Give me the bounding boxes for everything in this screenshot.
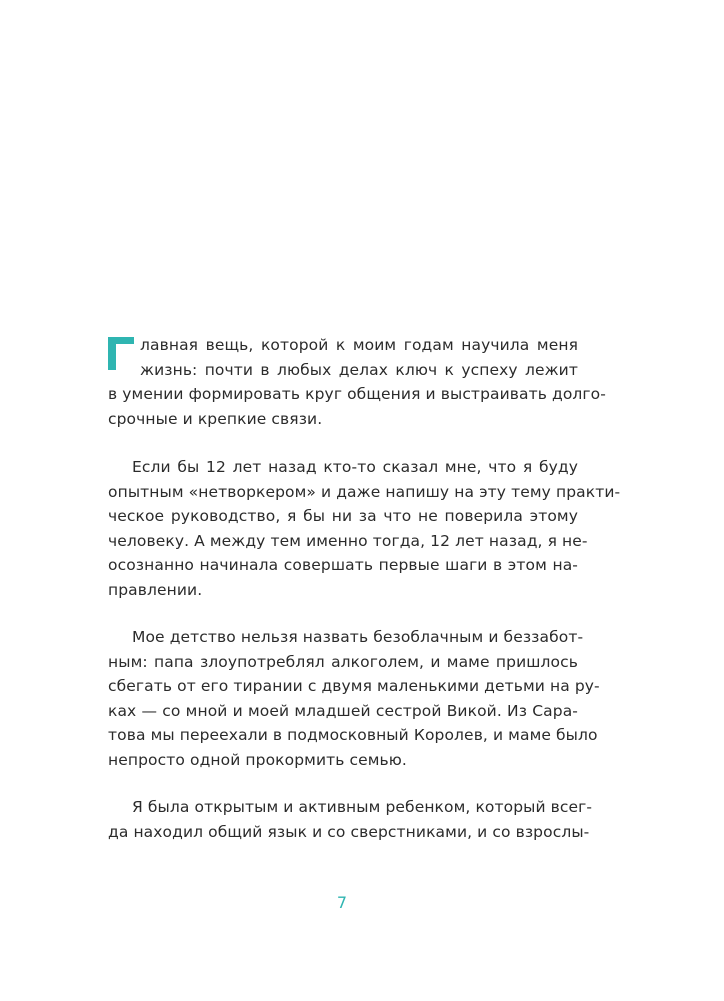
paragraph-line: в умении формировать круг общения и выстраивать долго- <box>108 385 606 404</box>
paragraph-line: да находил общий язык и со сверстниками, и со взрослы- <box>108 822 590 841</box>
paragraph-line: ках — со мной и моей младшей сестрой Викой. Из Сара- <box>108 701 578 720</box>
paragraph-line: осознанно начинала совершать первые шаги в этом на- <box>108 556 578 575</box>
paragraph-2 <box>108 455 621 603</box>
paragraph-line: Я была открытым и активным ребенком, который всег- <box>132 798 593 816</box>
paragraph-line: человеку. А между тем именно тогда, 12 лет назад, я не- <box>108 531 588 550</box>
paragraph-line: правлении. <box>108 580 203 599</box>
paragraph-3 <box>108 625 600 773</box>
paragraph-line: лавная вещь, которой к моим годам научила меня <box>140 336 578 354</box>
paragraph-line: жизнь: почти в любых делах ключ к успеху лежит <box>140 360 578 379</box>
paragraph-line: опытным «нетворкером» и даже напишу на эту тему практи- <box>108 482 621 501</box>
paragraph-line: Мое детство нельзя назвать безоблачным и беззабот- <box>132 628 584 646</box>
page-number: 7 <box>336 893 348 912</box>
paragraph-line: Если бы 12 лет назад кто-то сказал мне, что я буду <box>132 458 578 476</box>
paragraph-line: ческое руководство, я бы ни за что не поверила этому <box>108 507 578 526</box>
paragraph-line: това мы переехали в подмосковный Королев, и маме было <box>108 726 598 745</box>
paragraph-line: непросто одной прокормить семью. <box>108 750 407 769</box>
paragraph-line: сбегать от его тирании с двумя маленькими детьми на ру- <box>108 677 600 696</box>
paragraph-1 <box>108 333 606 431</box>
paragraph-line: ным: папа злоупотреблял алкоголем, и маме пришлось <box>108 652 578 671</box>
paragraph-line: срочные и крепкие связи. <box>108 409 323 428</box>
paragraph-4 <box>108 795 593 844</box>
